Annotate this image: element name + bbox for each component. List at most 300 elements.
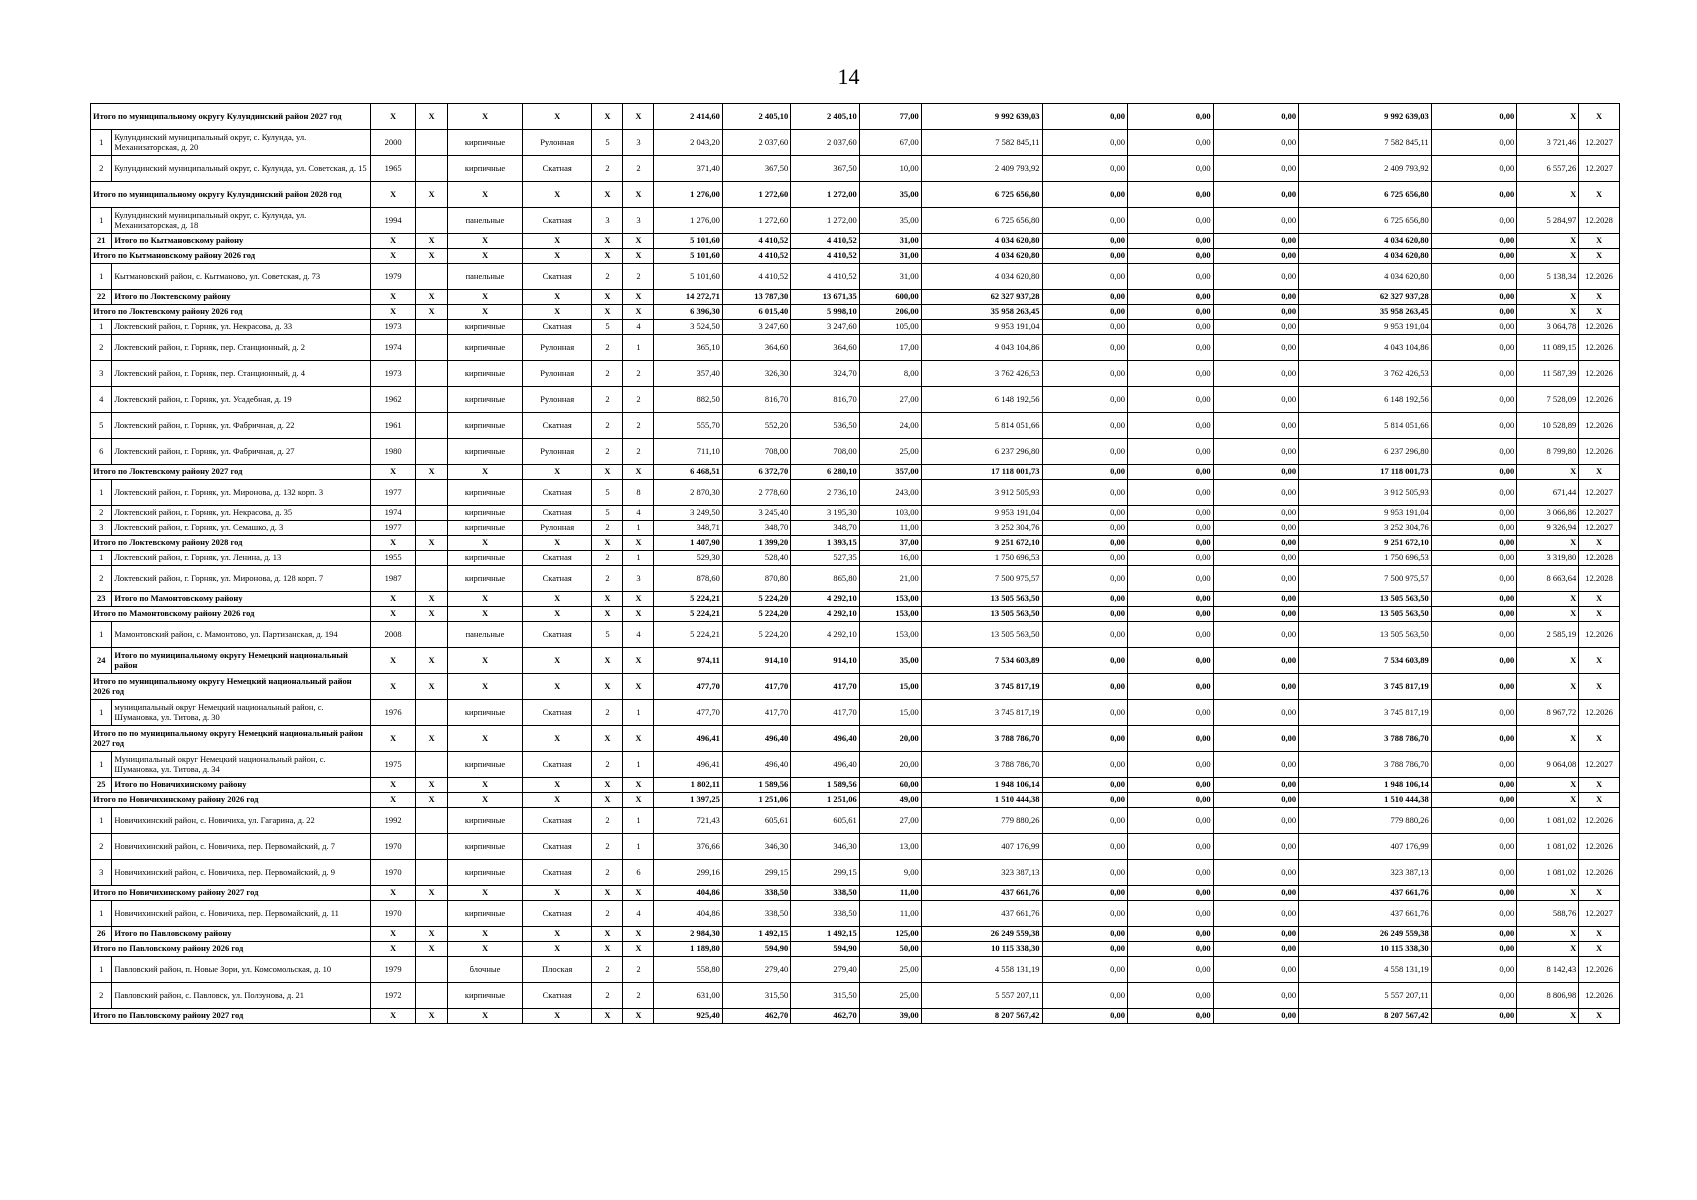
fund-cost-cell: 0,00 — [1042, 942, 1128, 957]
table-row — [91, 480, 1620, 506]
owner-cost-cell: 26 249 559,38 — [1299, 927, 1432, 942]
row-number: 26 — [91, 927, 112, 942]
completion-date-cell: X — [1579, 234, 1620, 249]
total-cost-cell: 323 387,13 — [921, 860, 1042, 886]
area-residential-cell: 1 272,00 — [791, 208, 859, 234]
entrances-cell: 2 — [623, 413, 654, 439]
roof-type-cell: X — [522, 290, 592, 305]
floors-cell: 3 — [592, 208, 623, 234]
roof-type-cell: Скатная — [522, 320, 592, 335]
unit-cost-cell: X — [1517, 249, 1579, 264]
year-reconstruction-cell — [416, 700, 448, 726]
budget-cost-cell: 0,00 — [1128, 752, 1214, 778]
local-cost-cell: 0,00 — [1213, 551, 1299, 566]
floors-cell: X — [592, 290, 623, 305]
floors-cell: 2 — [592, 752, 623, 778]
floors-cell: 2 — [592, 860, 623, 886]
completion-date-cell: 12.2027 — [1579, 901, 1620, 927]
area-residential-cell: 2 405,10 — [791, 104, 859, 130]
floors-cell: X — [592, 927, 623, 942]
budget-cost-cell: 0,00 — [1128, 480, 1214, 506]
year-built-cell: 1962 — [371, 387, 416, 413]
fund-cost-cell: 0,00 — [1042, 104, 1128, 130]
floors-cell: 2 — [592, 156, 623, 182]
floors-cell: 2 — [592, 335, 623, 361]
area-living-cell: 552,20 — [722, 413, 790, 439]
local-cost-cell: 0,00 — [1213, 361, 1299, 387]
floors-cell: 2 — [592, 521, 623, 536]
year-reconstruction-cell: X — [416, 536, 448, 551]
residents-cell: 37,00 — [859, 536, 921, 551]
area-residential-cell: 4 410,52 — [791, 264, 859, 290]
wall-material-cell: X — [448, 793, 523, 808]
owner-cost-cell: 4 558 131,19 — [1299, 957, 1432, 983]
residents-cell: 25,00 — [859, 957, 921, 983]
total-cost-cell: 3 252 304,76 — [921, 521, 1042, 536]
table-row — [91, 778, 1620, 793]
residents-cell: 39,00 — [859, 1009, 921, 1024]
total-cost-cell: 7 582 845,11 — [921, 130, 1042, 156]
floors-cell: 2 — [592, 551, 623, 566]
roof-type-cell: Скатная — [522, 700, 592, 726]
local-cost-cell: 0,00 — [1213, 860, 1299, 886]
other-cost-cell: 0,00 — [1431, 607, 1517, 622]
completion-date-cell: 12.2026 — [1579, 983, 1620, 1009]
floors-cell: X — [592, 607, 623, 622]
area-residential-cell: 4 410,52 — [791, 249, 859, 264]
fund-cost-cell: 0,00 — [1042, 182, 1128, 208]
area-living-cell: 2 037,60 — [722, 130, 790, 156]
year-reconstruction-cell — [416, 264, 448, 290]
other-cost-cell: 0,00 — [1431, 566, 1517, 592]
unit-cost-cell: 1 081,02 — [1517, 834, 1579, 860]
other-cost-cell: 0,00 — [1431, 439, 1517, 465]
entrances-cell: X — [623, 592, 654, 607]
table-row — [91, 607, 1620, 622]
budget-cost-cell: 0,00 — [1128, 290, 1214, 305]
unit-cost-cell: 588,76 — [1517, 901, 1579, 927]
total-area-cell: 3 524,50 — [654, 320, 722, 335]
total-area-cell: 2 870,30 — [654, 480, 722, 506]
local-cost-cell: 0,00 — [1213, 592, 1299, 607]
other-cost-cell: 0,00 — [1431, 927, 1517, 942]
fund-cost-cell: 0,00 — [1042, 521, 1128, 536]
table-row — [91, 700, 1620, 726]
wall-material-cell: X — [448, 536, 523, 551]
area-residential-cell: 462,70 — [791, 1009, 859, 1024]
roof-type-cell: Скатная — [522, 156, 592, 182]
budget-cost-cell: 0,00 — [1128, 506, 1214, 521]
budget-cost-cell: 0,00 — [1128, 521, 1214, 536]
budget-cost-cell: 0,00 — [1128, 927, 1214, 942]
entrances-cell: X — [623, 290, 654, 305]
area-residential-cell: 536,50 — [791, 413, 859, 439]
floors-cell: 2 — [592, 957, 623, 983]
entrances-cell: 4 — [623, 901, 654, 927]
local-cost-cell: 0,00 — [1213, 249, 1299, 264]
unit-cost-cell: 1 081,02 — [1517, 860, 1579, 886]
table-row — [91, 622, 1620, 648]
roof-type-cell: X — [522, 927, 592, 942]
year-reconstruction-cell — [416, 320, 448, 335]
wall-material-cell: кирпичные — [448, 361, 523, 387]
row-number: 21 — [91, 234, 112, 249]
completion-date-cell: 12.2026 — [1579, 439, 1620, 465]
total-cost-cell: 9 251 672,10 — [921, 536, 1042, 551]
wall-material-cell: кирпичные — [448, 860, 523, 886]
total-cost-cell: 4 034 620,80 — [921, 264, 1042, 290]
area-residential-cell: 5 998,10 — [791, 305, 859, 320]
local-cost-cell: 0,00 — [1213, 506, 1299, 521]
housing-repair-table — [90, 103, 1620, 1024]
other-cost-cell: 0,00 — [1431, 264, 1517, 290]
row-label: Итого по Кытмановскому району — [112, 234, 371, 249]
fund-cost-cell: 0,00 — [1042, 305, 1128, 320]
year-reconstruction-cell — [416, 208, 448, 234]
residents-cell: 77,00 — [859, 104, 921, 130]
wall-material-cell: кирпичные — [448, 566, 523, 592]
total-cost-cell: 13 505 563,50 — [921, 622, 1042, 648]
fund-cost-cell: 0,00 — [1042, 886, 1128, 901]
wall-material-cell: панельные — [448, 208, 523, 234]
table-row — [91, 983, 1620, 1009]
row-label: Итого по муниципальному округу Немецкий национальный район — [112, 648, 371, 674]
row-number: 3 — [91, 521, 112, 536]
unit-cost-cell: 5 138,34 — [1517, 264, 1579, 290]
year-built-cell: X — [371, 234, 416, 249]
local-cost-cell: 0,00 — [1213, 182, 1299, 208]
year-reconstruction-cell: X — [416, 305, 448, 320]
roof-type-cell: Скатная — [522, 506, 592, 521]
completion-date-cell: X — [1579, 592, 1620, 607]
row-number: 1 — [91, 901, 112, 927]
entrances-cell: 2 — [623, 983, 654, 1009]
year-reconstruction-cell: X — [416, 942, 448, 957]
other-cost-cell: 0,00 — [1431, 834, 1517, 860]
area-living-cell: 496,40 — [722, 752, 790, 778]
other-cost-cell: 0,00 — [1431, 521, 1517, 536]
residents-cell: 16,00 — [859, 551, 921, 566]
area-living-cell: 279,40 — [722, 957, 790, 983]
row-label: Итого по Локтевскому району — [112, 290, 371, 305]
unit-cost-cell: 6 557,26 — [1517, 156, 1579, 182]
unit-cost-cell: 7 528,09 — [1517, 387, 1579, 413]
total-cost-cell: 5 557 207,11 — [921, 983, 1042, 1009]
completion-date-cell: 12.2026 — [1579, 413, 1620, 439]
area-residential-cell: 279,40 — [791, 957, 859, 983]
local-cost-cell: 0,00 — [1213, 983, 1299, 1009]
owner-cost-cell: 4 034 620,80 — [1299, 264, 1432, 290]
area-living-cell: 870,80 — [722, 566, 790, 592]
year-built-cell: X — [371, 1009, 416, 1024]
total-cost-cell: 8 207 567,42 — [921, 1009, 1042, 1024]
owner-cost-cell: 9 953 191,04 — [1299, 506, 1432, 521]
local-cost-cell: 0,00 — [1213, 480, 1299, 506]
area-residential-cell: 417,70 — [791, 674, 859, 700]
fund-cost-cell: 0,00 — [1042, 607, 1128, 622]
budget-cost-cell: 0,00 — [1128, 305, 1214, 320]
table-row — [91, 834, 1620, 860]
year-reconstruction-cell — [416, 808, 448, 834]
roof-type-cell: X — [522, 793, 592, 808]
year-reconstruction-cell: X — [416, 234, 448, 249]
local-cost-cell: 0,00 — [1213, 901, 1299, 927]
area-living-cell: 2 405,10 — [722, 104, 790, 130]
unit-cost-cell: X — [1517, 234, 1579, 249]
completion-date-cell: X — [1579, 1009, 1620, 1024]
other-cost-cell: 0,00 — [1431, 793, 1517, 808]
fund-cost-cell: 0,00 — [1042, 320, 1128, 335]
row-label: Павловский район, с. Павловск, ул. Ползунова, д. 21 — [112, 983, 371, 1009]
owner-cost-cell: 3 788 786,70 — [1299, 752, 1432, 778]
total-cost-cell: 7 534 603,89 — [921, 648, 1042, 674]
year-reconstruction-cell: X — [416, 927, 448, 942]
other-cost-cell: 0,00 — [1431, 320, 1517, 335]
local-cost-cell: 0,00 — [1213, 290, 1299, 305]
other-cost-cell: 0,00 — [1431, 551, 1517, 566]
wall-material-cell: X — [448, 886, 523, 901]
area-residential-cell: 865,80 — [791, 566, 859, 592]
total-cost-cell: 1 510 444,38 — [921, 793, 1042, 808]
floors-cell: 5 — [592, 320, 623, 335]
owner-cost-cell: 35 958 263,45 — [1299, 305, 1432, 320]
owner-cost-cell: 7 500 975,57 — [1299, 566, 1432, 592]
row-number: 1 — [91, 622, 112, 648]
other-cost-cell: 0,00 — [1431, 387, 1517, 413]
year-built-cell: X — [371, 305, 416, 320]
floors-cell: X — [592, 592, 623, 607]
other-cost-cell: 0,00 — [1431, 182, 1517, 208]
roof-type-cell: X — [522, 886, 592, 901]
unit-cost-cell: 3 721,46 — [1517, 130, 1579, 156]
year-built-cell: 1979 — [371, 264, 416, 290]
other-cost-cell: 0,00 — [1431, 536, 1517, 551]
area-living-cell: 4 410,52 — [722, 249, 790, 264]
roof-type-cell: X — [522, 726, 592, 752]
total-area-cell: 5 101,60 — [654, 234, 722, 249]
row-label: Итого по по муниципальному округу Немецкий национальный район 2027 год — [91, 726, 371, 752]
year-reconstruction-cell — [416, 480, 448, 506]
floors-cell: X — [592, 182, 623, 208]
area-residential-cell: 338,50 — [791, 886, 859, 901]
budget-cost-cell: 0,00 — [1128, 648, 1214, 674]
row-number: 1 — [91, 957, 112, 983]
floors-cell: X — [592, 942, 623, 957]
table-row — [91, 387, 1620, 413]
area-residential-cell: 496,40 — [791, 726, 859, 752]
wall-material-cell: кирпичные — [448, 413, 523, 439]
owner-cost-cell: 7 582 845,11 — [1299, 130, 1432, 156]
area-living-cell: 462,70 — [722, 1009, 790, 1024]
wall-material-cell: X — [448, 465, 523, 480]
other-cost-cell: 0,00 — [1431, 335, 1517, 361]
row-number: 23 — [91, 592, 112, 607]
area-residential-cell: 299,15 — [791, 860, 859, 886]
budget-cost-cell: 0,00 — [1128, 249, 1214, 264]
residents-cell: 20,00 — [859, 726, 921, 752]
wall-material-cell: кирпичные — [448, 439, 523, 465]
budget-cost-cell: 0,00 — [1128, 726, 1214, 752]
wall-material-cell: X — [448, 778, 523, 793]
residents-cell: 17,00 — [859, 335, 921, 361]
year-built-cell: 1970 — [371, 834, 416, 860]
total-area-cell: 2 043,20 — [654, 130, 722, 156]
table-row — [91, 413, 1620, 439]
unit-cost-cell: 11 587,39 — [1517, 361, 1579, 387]
fund-cost-cell: 0,00 — [1042, 480, 1128, 506]
area-living-cell: 364,60 — [722, 335, 790, 361]
roof-type-cell: Рулонная — [522, 361, 592, 387]
entrances-cell: X — [623, 778, 654, 793]
area-residential-cell: 527,35 — [791, 551, 859, 566]
year-built-cell: 1977 — [371, 521, 416, 536]
row-label: Локтевский район, г. Горняк, ул. Ленина, д. 13 — [112, 551, 371, 566]
entrances-cell: 1 — [623, 551, 654, 566]
total-cost-cell: 13 505 563,50 — [921, 607, 1042, 622]
completion-date-cell: X — [1579, 942, 1620, 957]
completion-date-cell: 12.2027 — [1579, 130, 1620, 156]
area-residential-cell: 605,61 — [791, 808, 859, 834]
year-built-cell: 1977 — [371, 480, 416, 506]
budget-cost-cell: 0,00 — [1128, 335, 1214, 361]
area-residential-cell: 4 292,10 — [791, 622, 859, 648]
floors-cell: 5 — [592, 480, 623, 506]
fund-cost-cell: 0,00 — [1042, 700, 1128, 726]
area-residential-cell: 3 247,60 — [791, 320, 859, 335]
year-built-cell: X — [371, 726, 416, 752]
roof-type-cell: Скатная — [522, 983, 592, 1009]
other-cost-cell: 0,00 — [1431, 622, 1517, 648]
other-cost-cell: 0,00 — [1431, 648, 1517, 674]
fund-cost-cell: 0,00 — [1042, 234, 1128, 249]
row-label: Локтевский район, г. Горняк, пер. Станционный, д. 4 — [112, 361, 371, 387]
local-cost-cell: 0,00 — [1213, 413, 1299, 439]
total-cost-cell: 6 237 296,80 — [921, 439, 1042, 465]
area-residential-cell: 816,70 — [791, 387, 859, 413]
local-cost-cell: 0,00 — [1213, 335, 1299, 361]
total-cost-cell: 6 725 656,80 — [921, 208, 1042, 234]
entrances-cell: 3 — [623, 208, 654, 234]
residents-cell: 35,00 — [859, 182, 921, 208]
year-reconstruction-cell — [416, 506, 448, 521]
table-row — [91, 290, 1620, 305]
unit-cost-cell: X — [1517, 942, 1579, 957]
owner-cost-cell: 9 953 191,04 — [1299, 320, 1432, 335]
residents-cell: 21,00 — [859, 566, 921, 592]
owner-cost-cell: 4 043 104,86 — [1299, 335, 1432, 361]
total-area-cell: 404,86 — [654, 901, 722, 927]
year-built-cell: 1972 — [371, 983, 416, 1009]
row-number: 1 — [91, 208, 112, 234]
completion-date-cell: X — [1579, 104, 1620, 130]
fund-cost-cell: 0,00 — [1042, 927, 1128, 942]
residents-cell: 27,00 — [859, 387, 921, 413]
year-built-cell: 1976 — [371, 700, 416, 726]
year-built-cell: X — [371, 886, 416, 901]
fund-cost-cell: 0,00 — [1042, 674, 1128, 700]
local-cost-cell: 0,00 — [1213, 264, 1299, 290]
floors-cell: X — [592, 104, 623, 130]
entrances-cell: X — [623, 674, 654, 700]
row-label: Итого по Новичихинскому району 2026 год — [91, 793, 371, 808]
floors-cell: 5 — [592, 622, 623, 648]
total-cost-cell: 3 788 786,70 — [921, 752, 1042, 778]
table-row — [91, 793, 1620, 808]
row-label: Итого по Мамонтовскому району — [112, 592, 371, 607]
table-row — [91, 648, 1620, 674]
total-area-cell: 365,10 — [654, 335, 722, 361]
row-number: 3 — [91, 860, 112, 886]
entrances-cell: X — [623, 249, 654, 264]
total-cost-cell: 9 953 191,04 — [921, 506, 1042, 521]
row-label: Итого по Новичихинскому району 2027 год — [91, 886, 371, 901]
budget-cost-cell: 0,00 — [1128, 607, 1214, 622]
year-reconstruction-cell: X — [416, 778, 448, 793]
table-row — [91, 536, 1620, 551]
floors-cell: 2 — [592, 700, 623, 726]
row-label: Новичихинский район, с. Новичиха, пер. Первомайский, д. 11 — [112, 901, 371, 927]
area-residential-cell: 3 195,30 — [791, 506, 859, 521]
total-cost-cell: 4 043 104,86 — [921, 335, 1042, 361]
fund-cost-cell: 0,00 — [1042, 860, 1128, 886]
fund-cost-cell: 0,00 — [1042, 335, 1128, 361]
owner-cost-cell: 6 725 656,80 — [1299, 208, 1432, 234]
row-number: 5 — [91, 413, 112, 439]
other-cost-cell: 0,00 — [1431, 901, 1517, 927]
entrances-cell: 1 — [623, 808, 654, 834]
fund-cost-cell: 0,00 — [1042, 957, 1128, 983]
year-built-cell: X — [371, 674, 416, 700]
local-cost-cell: 0,00 — [1213, 752, 1299, 778]
other-cost-cell: 0,00 — [1431, 413, 1517, 439]
row-label: Локтевский район, г. Горняк, ул. Некрасова, д. 33 — [112, 320, 371, 335]
fund-cost-cell: 0,00 — [1042, 901, 1128, 927]
unit-cost-cell: X — [1517, 465, 1579, 480]
year-reconstruction-cell: X — [416, 793, 448, 808]
row-label: Итого по Кытмановскому району 2026 год — [91, 249, 371, 264]
table-body — [91, 104, 1620, 1024]
entrances-cell: 3 — [623, 130, 654, 156]
fund-cost-cell: 0,00 — [1042, 249, 1128, 264]
roof-type-cell: X — [522, 104, 592, 130]
area-living-cell: 496,40 — [722, 726, 790, 752]
area-living-cell: 1 589,56 — [722, 778, 790, 793]
table-row — [91, 208, 1620, 234]
total-cost-cell: 1 948 106,14 — [921, 778, 1042, 793]
budget-cost-cell: 0,00 — [1128, 793, 1214, 808]
total-area-cell: 2 414,60 — [654, 104, 722, 130]
area-living-cell: 346,30 — [722, 834, 790, 860]
year-reconstruction-cell — [416, 521, 448, 536]
year-built-cell: X — [371, 648, 416, 674]
fund-cost-cell: 0,00 — [1042, 808, 1128, 834]
total-area-cell: 558,80 — [654, 957, 722, 983]
owner-cost-cell: 2 409 793,92 — [1299, 156, 1432, 182]
other-cost-cell: 0,00 — [1431, 249, 1517, 264]
budget-cost-cell: 0,00 — [1128, 592, 1214, 607]
year-built-cell: X — [371, 592, 416, 607]
floors-cell: 2 — [592, 361, 623, 387]
residents-cell: 50,00 — [859, 942, 921, 957]
budget-cost-cell: 0,00 — [1128, 439, 1214, 465]
fund-cost-cell: 0,00 — [1042, 465, 1128, 480]
budget-cost-cell: 0,00 — [1128, 983, 1214, 1009]
row-number: 4 — [91, 387, 112, 413]
table-row — [91, 234, 1620, 249]
wall-material-cell: X — [448, 104, 523, 130]
total-area-cell: 1 407,90 — [654, 536, 722, 551]
local-cost-cell: 0,00 — [1213, 320, 1299, 335]
